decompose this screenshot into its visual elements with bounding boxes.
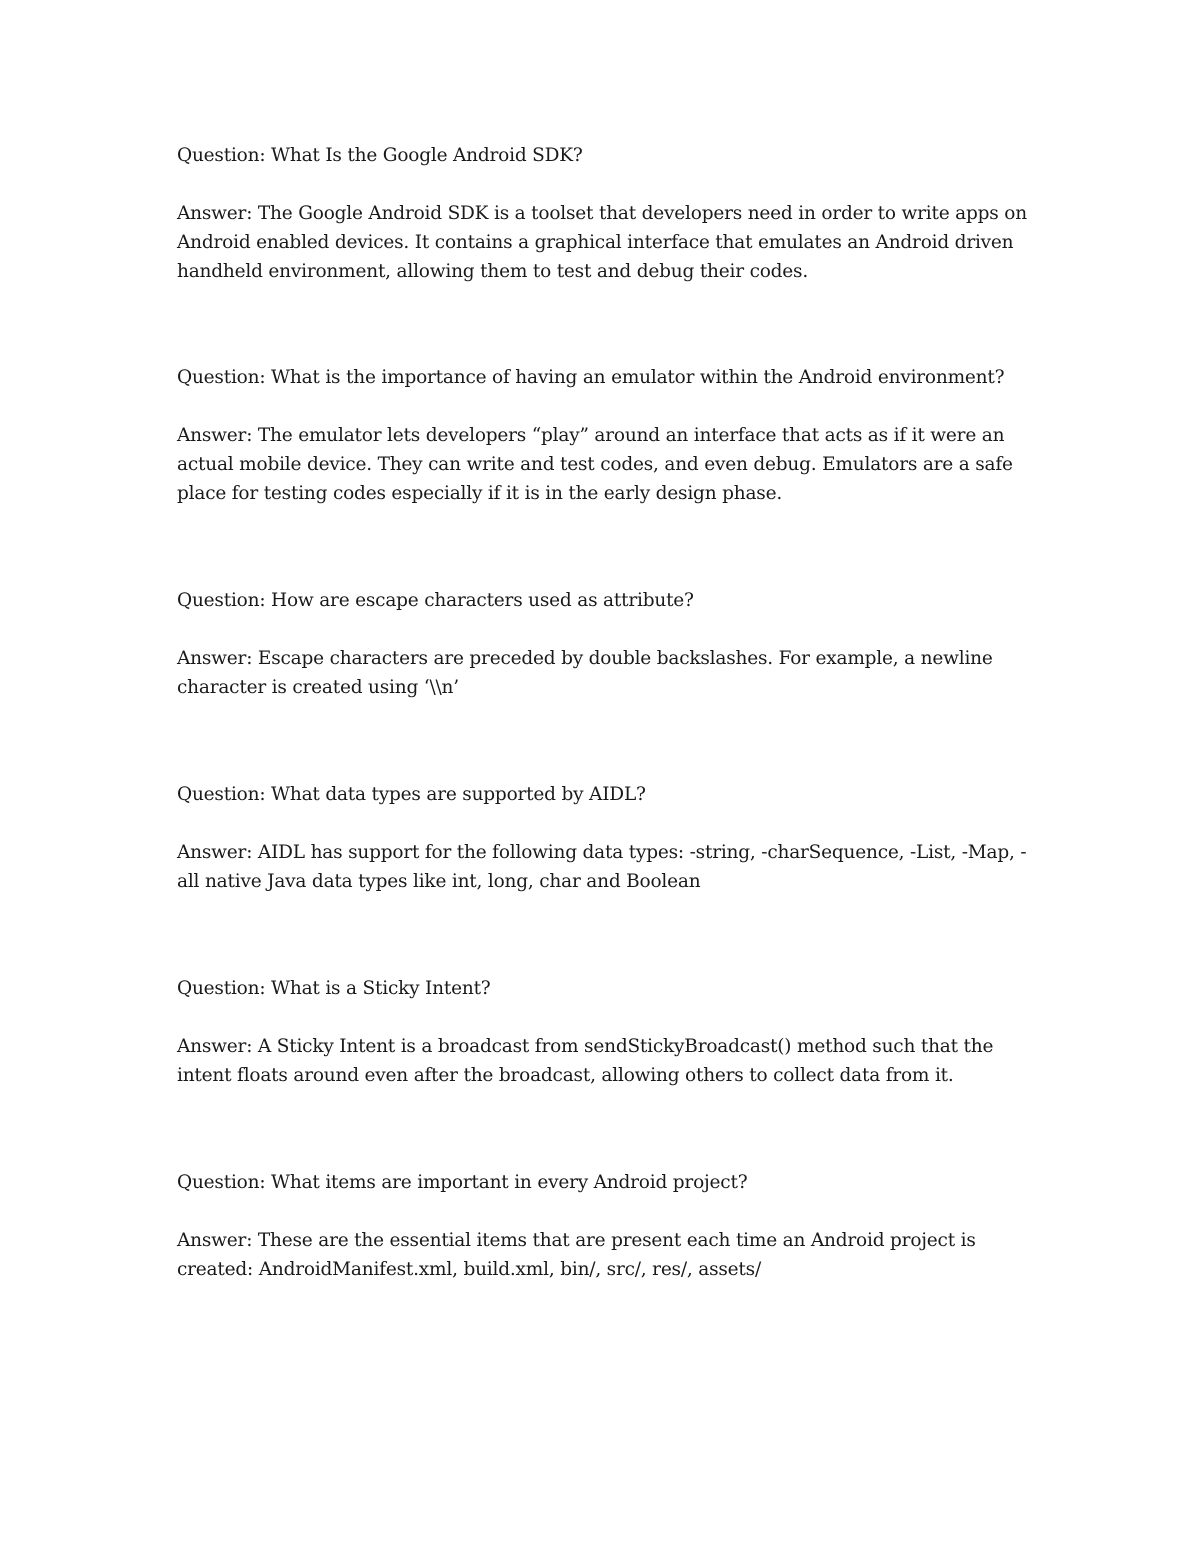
answer-6: Answer: These are the essential items that are present each time an Android project is created: AndroidManifest.xml, build.xml, bin/, src/, res/, assets/ (177, 1230, 976, 1280)
question-5: Question: What is a Sticky Intent? (177, 978, 491, 999)
answer-1: Answer: The Google Android SDK is a toolset that developers need in order to write apps on Android enabled devices. It contains a graphical interface that emulates an Android driven handheld environment, allowing them to test and debug their codes. (177, 203, 1027, 282)
question-2: Question: What is the importance of having an emulator within the Android environment? (177, 367, 1005, 388)
question-6: Question: What items are important in every Android project? (177, 1172, 748, 1193)
answer-2: Answer: The emulator lets developers “play” around an interface that acts as if it were an actual mobile device. They can write and test codes, and even debug. Emulators are a safe place for testing codes especially if it is in the early design phase. (177, 425, 1013, 504)
question-1: Question: What Is the Google Android SDK? (177, 145, 583, 166)
answer-3: Answer: Escape characters are preceded by double backslashes. For example, a newline character is created using ‘\\n’ (177, 648, 993, 698)
question-4: Question: What data types are supported by AIDL? (177, 784, 646, 805)
question-3: Question: How are escape characters used as attribute? (177, 590, 694, 611)
answer-5: Answer: A Sticky Intent is a broadcast from sendStickyBroadcast() method such that the intent floats around even after the broadcast, allowing others to collect data from it. (177, 1036, 994, 1086)
answer-4: Answer: AIDL has support for the following data types: -string, -charSequence, -List, -Map, - all native Java data types like int, long, char and Boolean (177, 842, 1027, 892)
